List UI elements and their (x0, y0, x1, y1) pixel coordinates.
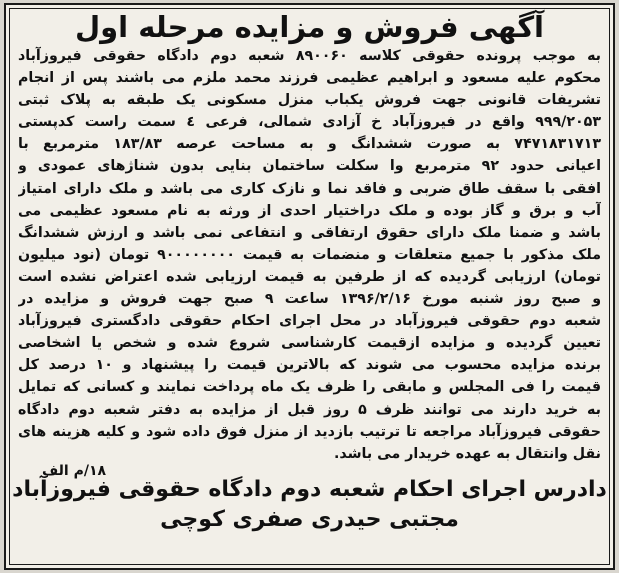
notice-line: حقوقی فیروزآباد مراجعه تا ترتیب بازدید از منزل فوق داده شود و کلیه هزینه های (18, 423, 601, 440)
notice-title: آگهی فروش و مزایده مرحله اول (74, 10, 544, 44)
notice-line: به موجب پرونده حقوقی کلاسه ۸۹۰۰۶۰ شعبه دوم دادگاه حقوقی فیروزآباد (18, 48, 601, 64)
notice-line: تشریفات قانونی جهت فروش یکباب منزل مسکونی یک طبقه به پلاک ثبتی (18, 92, 601, 109)
notice-line: ۹۹۹/۲۰۵۳ واقع در فیروزآباد خ آزادی شمالی، فرعی ٤ سمت راست کدپستی (18, 114, 601, 131)
notice-line: تعیین گردیده و مزایده ازقیمت کارشناسی شروع شده و شخص یا اشخاصی (18, 335, 601, 352)
notice-line: ۷۴۷۱۸۳۱۷۱۳ به صورت ششدانگ و به مساحت عرصه ۱۸۳/۸۳ مترمربع با (18, 136, 601, 153)
notice-line: ملک مذکور با جمیع متعلقات و منضمات به قیمت ۹۰۰۰۰۰۰۰۰ تومان (نود میلیون (18, 246, 601, 263)
notice-line: برنده مزایده محسوب می شوند که بالاترین قیمت را پیشنهاد و ۱۰ درصد کل (18, 357, 601, 374)
notice-line: نقل وانتقال به عهده خریدار می باشد. (334, 445, 601, 462)
notice-line: به خرید دارند می توانند ظرف ۵ روز قبل از مزایده به دفتر شعبه دوم دادگاه (18, 401, 601, 418)
notice-line: تومان) ارزیابی گردیده که از طرفین به قیمت ارزیابی شده اعتراض نشده است (18, 268, 601, 285)
notice-line: آب و برق و گاز بوده و ملک دراختیار احدی از ورثه به نام مسعود عظیمی می (18, 202, 601, 219)
signature-name: مجتبی حیدری صفری کوچی (160, 506, 459, 532)
notice-line: شعبه دوم حقوقی فیروزآباد در محل اجرای احکام حقوقی دادگستری فیروزآباد (18, 313, 601, 330)
notice-body (18, 45, 601, 465)
reference-number: ۱۸/م الف (42, 463, 107, 479)
legal-notice (4, 3, 615, 570)
notice-line: افقی با سقف طاق ضربی و فاقد نما و نازک کاری می باشد و ملک دارای امتیاز (18, 180, 601, 197)
notice-line: اعیانی حدود ۹۲ مترمربع وا سکلت ساختمان بنایی بدون شناژهای عمودی و (18, 158, 601, 175)
notice-line: محکوم علیه مسعود و ابراهیم عظیمی فرزند محمد ملزم می باشند پس از انجام (18, 70, 601, 87)
signature-title: دادرس اجرای احکام شعبه دوم دادگاه حقوقی فیروزآباد (12, 476, 607, 502)
notice-line: باشد و ضمنا ملک دارای حقوق ارتفاقی و انتفاعی نمی باشد و ارزش ششدانگ (18, 224, 601, 241)
notice-line: قیمت را فی المجلس و مابقی را ظرف یک ماه پرداخت نمایند و کسانی که تمایل (18, 379, 601, 396)
notice-line: و صبح روز شنبه مورخ ۱۳۹۶/۲/۱۶ ساعت ۹ صبح جهت فروش و مزایده در (18, 291, 601, 308)
